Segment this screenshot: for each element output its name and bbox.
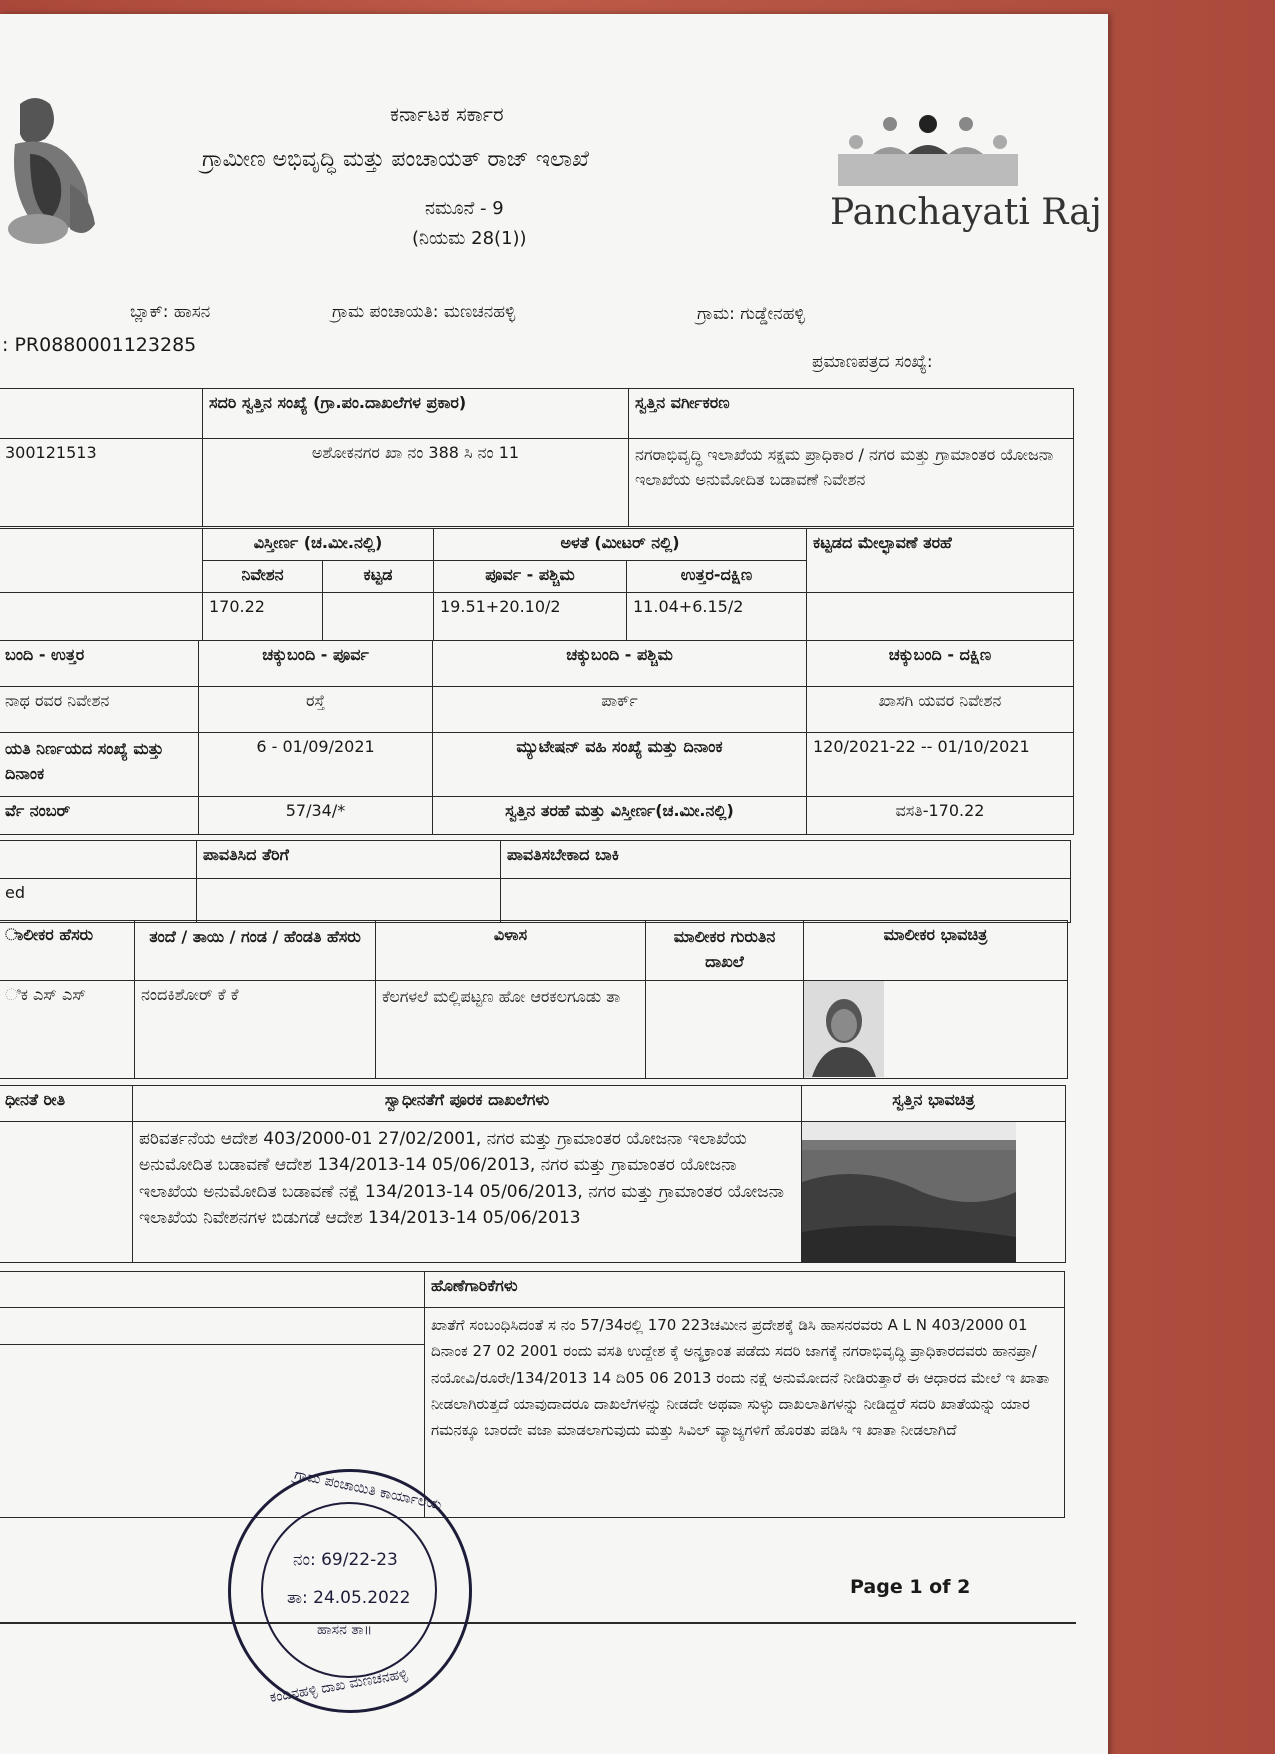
- page-number: Page 1 of 2: [850, 1576, 971, 1598]
- tax-paid-value: [197, 879, 501, 923]
- tax-table: [0, 840, 1071, 923]
- mutation-value: 120/2021-22 -- 01/10/2021: [807, 733, 1074, 797]
- west-boundary-label: ಚಕ್ಕುಬಂದಿ - ಪಶ್ಚಿಮ: [433, 641, 807, 687]
- north-boundary-value: ನಾಥ ರವರ ನಿವೇಶನ: [0, 687, 199, 733]
- blank-cell: [0, 1272, 425, 1308]
- building-area-value: [323, 593, 434, 641]
- property-photo: [802, 1122, 1016, 1262]
- extent-label: ವಿಸ್ತೀರ್ಣ (ಚ.ಮೀ.ನಲ್ಲಿ): [203, 529, 434, 561]
- form-number: ನಮೂನೆ - 9: [425, 198, 504, 219]
- blank-cell: [0, 841, 197, 879]
- liabilities-label: ಹೊಣೆಗಾರಿಕೆಗಳು: [425, 1272, 1065, 1308]
- tax-due-label: ಪಾವತಿಸಬೇಕಾದ ಬಾಕಿ: [501, 841, 1071, 879]
- east-west-value: 19.51+20.10/2: [434, 593, 627, 641]
- panchayati-raj-logo-text: Panchayati Raj: [830, 192, 1102, 233]
- blank-cell: [0, 389, 203, 439]
- roof-type-value: [807, 593, 1074, 641]
- owner-name-label: ಾಲೀಕರ ಹೆಸರು: [0, 921, 135, 981]
- village-label: ಗ್ರಾಮ: ಗುಡ್ಡೇನಹಳ್ಳಿ: [697, 304, 805, 324]
- resolution-value: 6 - 01/09/2021: [199, 733, 433, 797]
- east-west-label: ಪೂರ್ವ - ಪಶ್ಚಿಮ: [434, 561, 627, 593]
- tax-due-value: [501, 879, 1071, 923]
- panchayati-raj-logo-graphic: [828, 106, 1028, 196]
- official-seal: [228, 1466, 472, 1713]
- block-label: ಬ್ಲಾಕ್: ಹಾಸನ: [130, 302, 211, 322]
- owner-photo-cell: [804, 981, 1068, 1079]
- govt-heading: ಕರ್ನಾಟಕ ಸರ್ಕಾರ: [390, 102, 504, 126]
- certificate-number-label: ಪ್ರಮಾಣಪತ್ರದ ಸಂಖ್ಯೆ:: [812, 352, 933, 372]
- north-south-label: ಉತ್ತರ-ದಕ್ಷಿಣ: [627, 561, 807, 593]
- property-left-value: 300121513: [0, 439, 203, 527]
- east-boundary-label: ಚಕ್ಕುಬಂದಿ - ಪೂರ್ವ: [199, 641, 433, 687]
- footer-rule: [0, 1622, 1076, 1624]
- relation-name-value: ನಂದಕಿಶೋರ್ ಕೆ ಕೆ: [135, 981, 376, 1079]
- east-boundary-value: ರಸ್ತೆ: [199, 687, 433, 733]
- survey-number-label: ರ್ವೆ ನಂಬರ್: [0, 797, 199, 835]
- address-label: ವಿಳಾಸ: [376, 921, 646, 981]
- north-boundary-label: ಬಂದಿ - ಉತ್ತರ: [0, 641, 199, 687]
- mutation-label: ಮ್ಯುಟೇಷನ್ ವಹಿ ಸಂಖ್ಯೆ ಮತ್ತು ದಿನಾಂಕ: [433, 733, 807, 797]
- tax-left-value: ed: [0, 879, 197, 923]
- property-class-label: ಸ್ವತ್ತಿನ ವರ್ಗೀಕರಣ: [629, 389, 1074, 439]
- property-photo-label: ಸ್ವತ್ತಿನ ಭಾವಚಿತ್ರ: [802, 1086, 1066, 1122]
- tax-paid-label: ಪಾವತಿಸಿದ ತೆರಿಗೆ: [197, 841, 501, 879]
- survey-number-value: 57/34/*: [199, 797, 433, 835]
- building-label: ಕಟ್ಟಡ: [323, 561, 434, 593]
- rule-number: (ನಿಯಮ 28(1)): [412, 228, 527, 249]
- karnataka-emblem: [0, 94, 105, 254]
- seal-taluk: ಹಾಸನ ತಾ॥: [317, 1622, 373, 1638]
- north-south-value: 11.04+6.15/2: [627, 593, 807, 641]
- owner-photo: [804, 981, 884, 1077]
- department-heading: ಗ್ರಾಮೀಣ ಅಭಿವೃದ್ಧಿ ಮತ್ತು ಪಂಚಾಯತ್ ರಾಜ್ ಇಲಾಖೆ: [202, 147, 589, 172]
- owner-id-value: [646, 981, 804, 1079]
- owner-photo-label: ಮಾಲೀಕರ ಭಾವಚಿತ್ರ: [804, 921, 1068, 981]
- seal-date: ತಾ: 24.05.2022: [287, 1588, 411, 1608]
- liabilities-table: [0, 1271, 1065, 1518]
- owner-id-label: ಮಾಲೀಕರ ಗುರುತಿನ ದಾಖಲೆ: [646, 921, 804, 981]
- acquisition-table: [0, 1085, 1066, 1263]
- property-class-value: ನಗರಾಭಿವೃದ್ಧಿ ಇಲಾಖೆಯ ಸಕ್ಷಮ ಪ್ರಾಧಿಕಾರ / ನಗರ ಮತ್ತು ಗ್ರಾಮಾಂತರ ಯೋಜನಾ ಇಲಾಖೆಯ ಅನುಮೋದಿತ ಬಡಾವಣೆ ನಿವೇಶನ: [629, 439, 1074, 527]
- seal-number: ನಂ: 69/22-23: [293, 1550, 398, 1570]
- blank-cell: [0, 529, 203, 593]
- acquisition-docs-label: ಸ್ವಾಧೀನತೆಗೆ ಪೂರಕ ದಾಖಲೆಗಳು: [133, 1086, 802, 1122]
- seal-outer-text: ಗ್ರಾಮ ಪಂಚಾಯಿತಿ ಕಾರ್ಯಾಲಯ: [292, 1466, 444, 1514]
- property-table: [0, 388, 1074, 527]
- liabilities-text: ಖಾತೆಗೆ ಸಂಬಂಧಿಸಿದಂತೆ ಸ ನಂ 57/34ರಲ್ಲಿ 170 223ಚಮೀನ ಪ್ರದೇಶಕ್ಕೆ ಡಿಸಿ ಹಾಸನರವರು A L N 403/2000 01 ದಿನಾಂಕ 27 02 2001 ರಂದು ವಸತಿ ಉದ್ದೇಶ ಕ್ಕೆ ಅನ್ಯಕ್ರಾಂತ ಪಡೆದು ಸದರಿ ಜಾಗಕ್ಕೆ ನಗರಾಭಿವೃದ್ಧಿ ಪ್ರಾಧಿಕಾರದವರು ಹಾನಪ್ರಾ/ನಯೋವಿ/ರೂರೇ/134/2013 14 ದಿ05 06 2013 ರಂದು ನಕ್ಷೆ ಅನುಮೋದನೆ ನೀಡಿರುತ್ತಾರೆ ಈ ಆಧಾರದ ಮೇಲೆ ಇ ಖಾತಾ ನೀಡಲಾಗಿರುತ್ತದೆ ಯಾವುದಾದರೂ ದಾಖಲೆಗಳನ್ನು ನೀಡದೇ ಅಥವಾ ಸುಳ್ಳು ದಾಖಲಾತಿಗಳನ್ನು ನೀಡಿದ್ದರೆ ಸದರಿ ಖಾತೆಯನ್ನು ಯಾರ ಗಮನಕ್ಕೂ ಬಾರದೇ ವಜಾ ಮಾಡಲಾಗುವುದು ಮತ್ತು ಸಿವಿಲ್ ವ್ಯಾಜ್ಯಗಳಿಗೆ ಹೊರತು ಪಡಿಸಿ ಇ ಖಾತಾ ನೀಡಲಾಗಿದೆ: [425, 1308, 1065, 1518]
- owner-table: [0, 920, 1068, 1079]
- measurement-label: ಅಳತೆ (ಮೀಟರ್ ನಲ್ಲಿ): [434, 529, 807, 561]
- property-type-label: ಸ್ವತ್ತಿನ ತರಹೆ ಮತ್ತು ವಿಸ್ತೀರ್ಣ(ಚ.ಮೀ.ನಲ್ಲಿ): [433, 797, 807, 835]
- boundaries-table: [0, 640, 1074, 835]
- property-photo-cell: [802, 1122, 1066, 1263]
- roof-type-label: ಕಟ್ಟಡದ ಮೇಲ್ಛಾವಣೆ ತರಹೆ: [807, 529, 1074, 593]
- south-boundary-value: ಖಾಸಗಿ ಯವರ ನಿವೇಶನ: [807, 687, 1074, 733]
- property-type-value: ವಸತಿ-170.22: [807, 797, 1074, 835]
- owner-name-value: ಿಕ ಎಸ್ ಎಸ್: [0, 981, 135, 1079]
- resolution-label: ಯತಿ ನಿರ್ಣಯದ ಸಂಖ್ಯೆ ಮತ್ತು ದಿನಾಂಕ: [0, 733, 199, 797]
- south-boundary-label: ಚಕ್ಕುಬಂದಿ - ದಕ್ಷಿಣ: [807, 641, 1074, 687]
- property-number-value: ಅಶೋಕನಗರ ಖಾ ನಂ 388 ಸಿ ನಂ 11: [203, 439, 629, 527]
- site-label: ನಿವೇಶನ: [203, 561, 323, 593]
- blank-cell: [0, 593, 203, 641]
- property-number-label: ಸದರಿ ಸ್ವತ್ತಿನ ಸಂಖ್ಯೆ (ಗ್ರಾ.ಪಂ.ದಾಖಲೆಗಳ ಪ್ರಕಾರ): [203, 389, 629, 439]
- site-area-value: 170.22: [203, 593, 323, 641]
- acquisition-method-label: ಧೀನತೆ ರೀತಿ: [0, 1086, 133, 1122]
- property-id: : PR0880001123285: [2, 334, 197, 356]
- gram-panchayat-label: ಗ್ರಾಮ ಪಂಚಾಯತಿ: ಮಣಚನಹಳ್ಳಿ: [332, 302, 516, 322]
- address-value: ಕೆಲಗಳಲೆ ಮಲ್ಲಿಪಟ್ಟಣ ಹೋ ಆರಕಲಗೂಡು ತಾ: [376, 981, 646, 1079]
- seal-bottom-text: ಕಂದಿನಹಳ್ಳಿ ದಾಖ ಮಣಚನಹಳ್ಳಿ: [268, 1666, 409, 1706]
- area-table: [0, 528, 1074, 641]
- acquisition-docs-value: ಪರಿವರ್ತನೆಯ ಆದೇಶ 403/2000-01 27/02/2001, ನಗರ ಮತ್ತು ಗ್ರಾಮಾಂತರ ಯೋಜನಾ ಇಲಾಖೆಯ ಅನುಮೋದಿತ ಬಡಾವಣೆ ಆದೇಶ 134/2013-14 05/06/2013, ನಗರ ಮತ್ತು ಗ್ರಾಮಾಂತರ ಯೋಜನಾ ಇಲಾಖೆಯ ಅನುಮೋದಿತ ಬಡಾವಣೆ ನಕ್ಷೆ 134/2013-14 05/06/2013, ನಗರ ಮತ್ತು ಗ್ರಾಮಾಂತರ ಯೋಜನಾ ಇಲಾಖೆಯ ನಿವೇಶನಗಳ ಬಿಡುಗಡೆ ಆದೇಶ 134/2013-14 05/06/2013: [133, 1122, 802, 1263]
- relation-name-label: ತಂದೆ / ತಾಯಿ / ಗಂಡ / ಹೆಂಡತಿ ಹೆಸರು: [135, 921, 376, 981]
- certificate-page: [0, 14, 1108, 1754]
- acquisition-method-value: [0, 1122, 133, 1263]
- west-boundary-value: ಪಾರ್ಕ್: [433, 687, 807, 733]
